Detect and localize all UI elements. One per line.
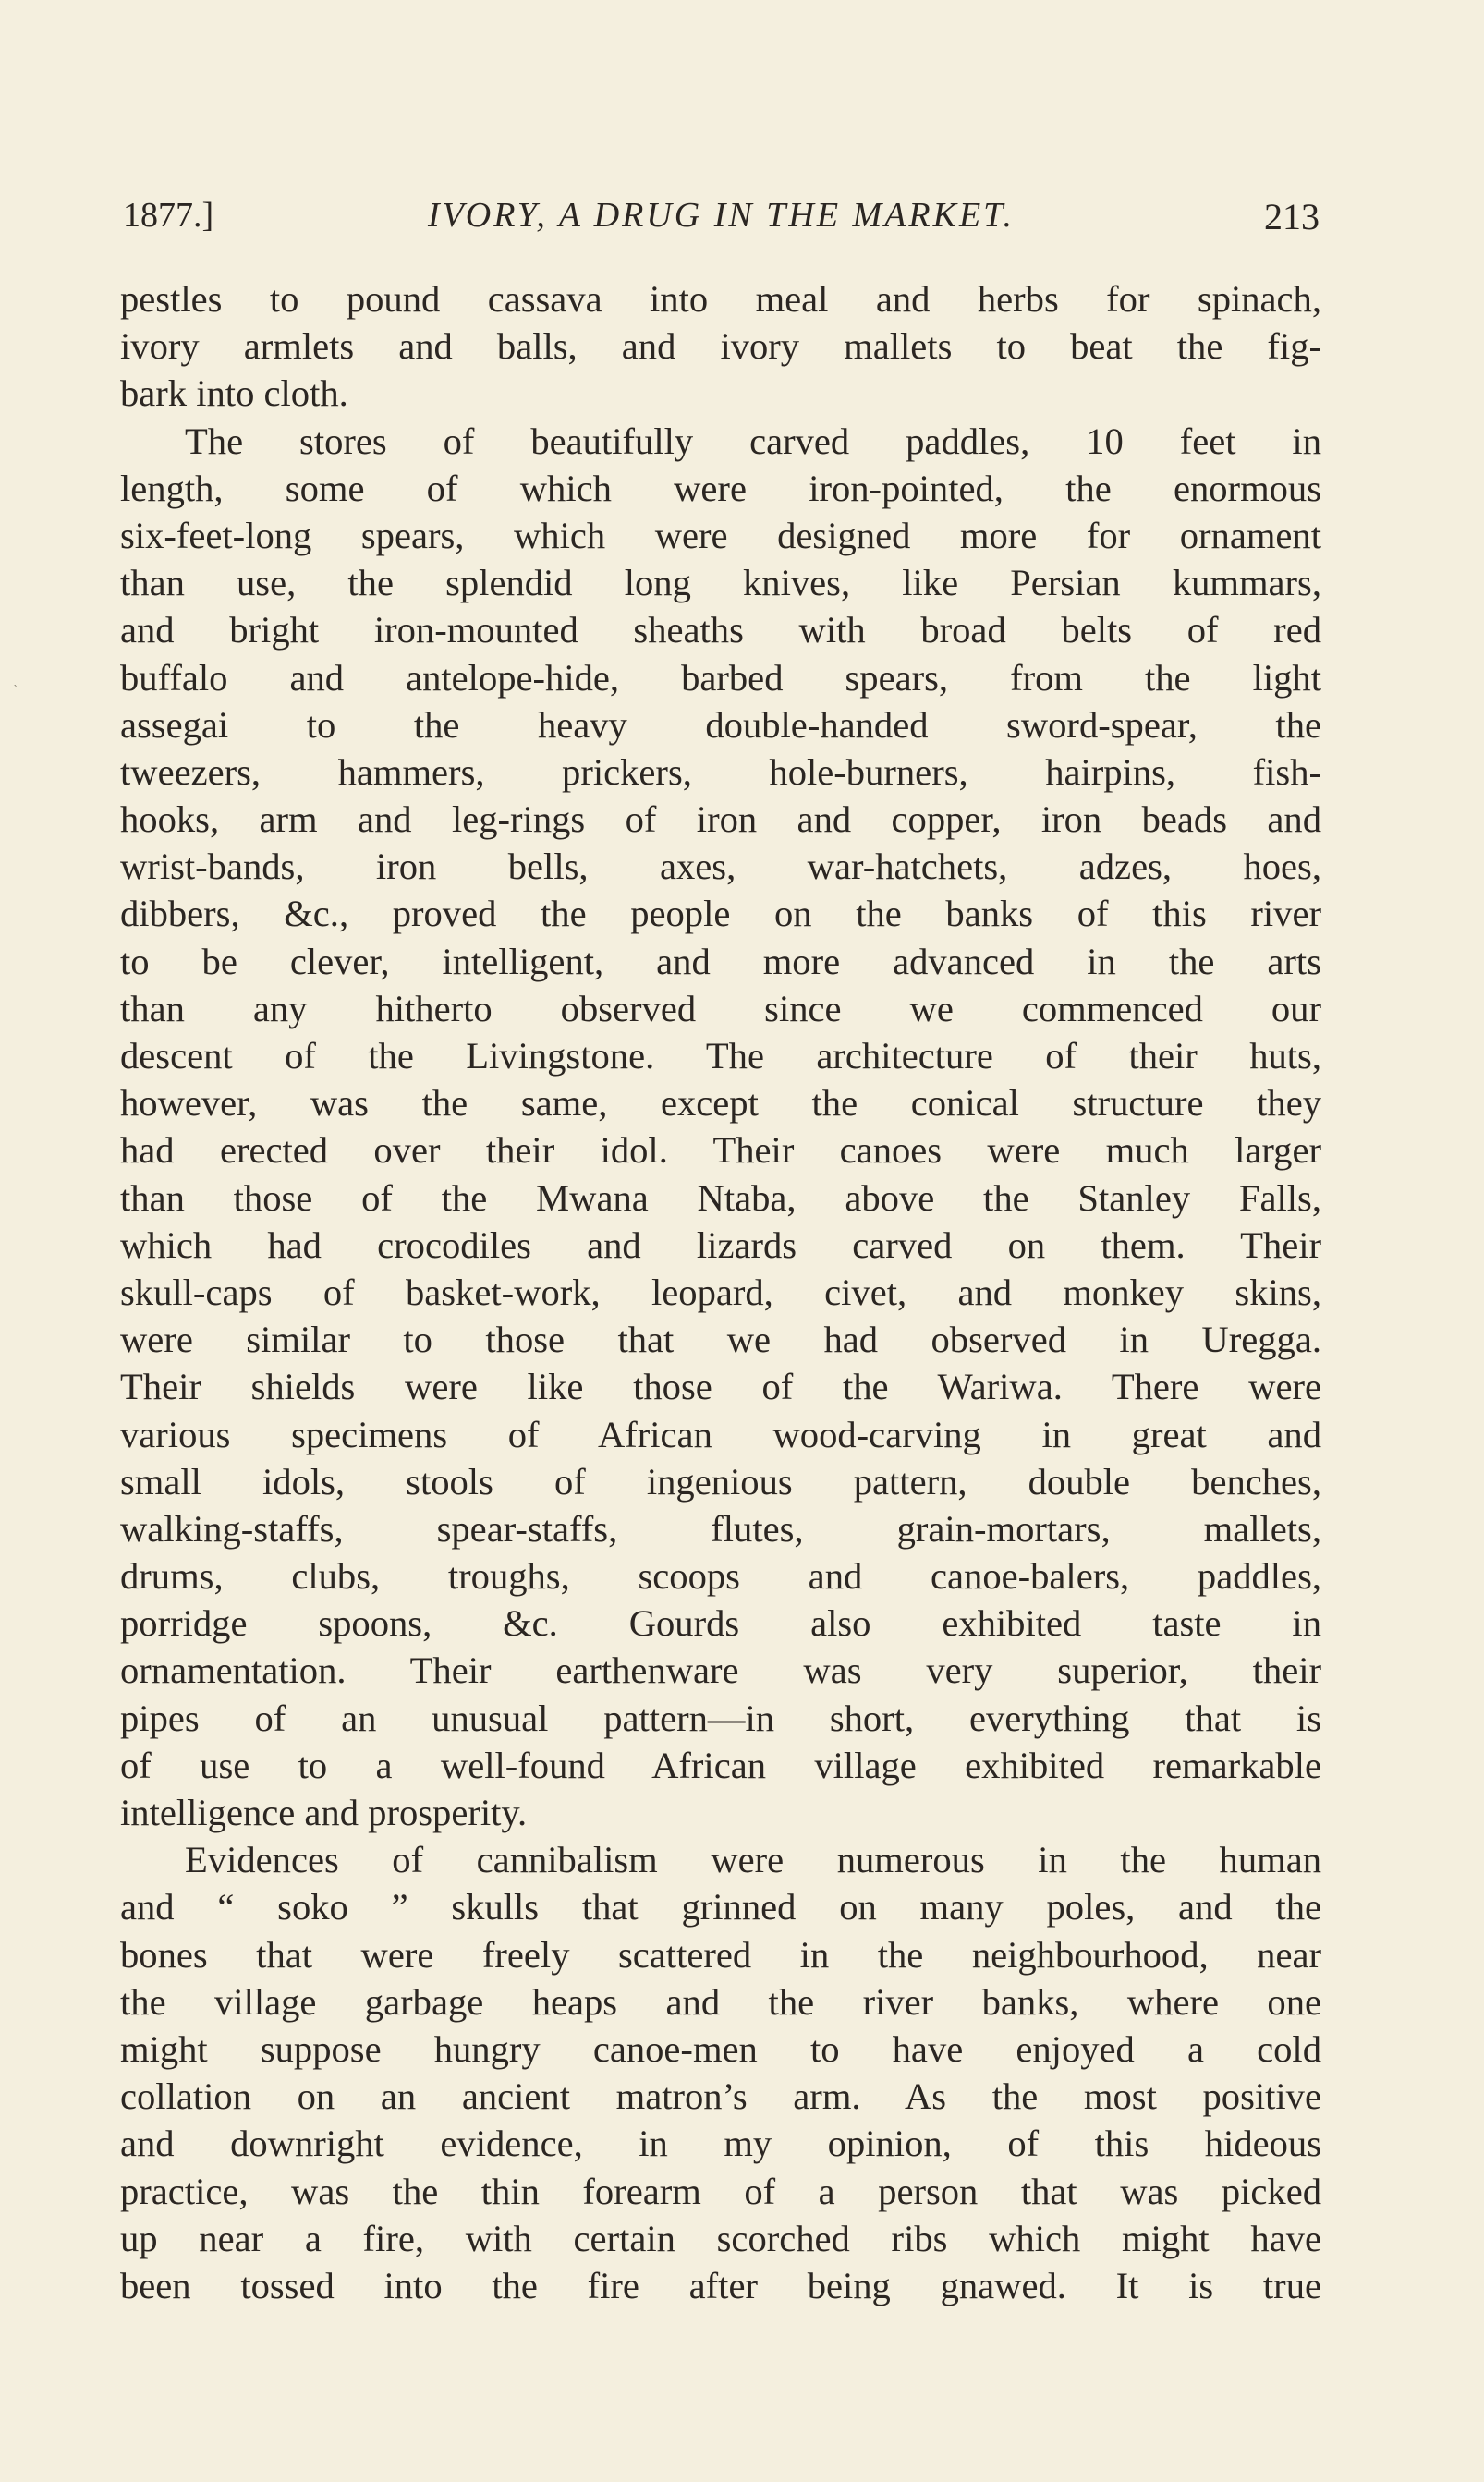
text-line: than use, the splendid long knives, like Persian kummars, [120,562,1321,604]
text-line: walking-staffs, spear-staffs, flutes, grain-mortars, mallets, [120,1507,1321,1550]
header-title: IVORY, A DRUG IN THE MARKET. [428,196,1015,235]
text-line: to be clever, intelligent, and more advanced in the arts [120,940,1321,982]
text-line: and downright evidence, in my opinion, of this hideous [120,2123,1321,2165]
text-line: pipes of an unusual pattern—in short, everything that is [120,1697,1321,1739]
text-line: drums, clubs, troughs, scoops and canoe-balers, paddles, [120,1555,1321,1598]
text-line: various specimens of African wood-carving in great and [120,1413,1321,1455]
text-line: six-feet-long spears, which were designed more for ornament [120,514,1321,556]
text-line: collation on an ancient matron’s arm. As the most positive [120,2075,1321,2118]
text-line: were similar to those that we had observed in Uregga. [120,1319,1321,1361]
text-line: Their shields were like those of the Wariwa. There were [120,1366,1321,1408]
text-line: which had crocodiles and lizards carved on them. Their [120,1223,1321,1266]
margin-mark: ` [13,684,19,699]
text-line: The stores of beautifully carved paddles, 10 feet in [185,420,1321,462]
text-line: length, some of which were iron-pointed, the enormous [120,467,1321,509]
text-line: ornamentation. Their earthenware was very superior, their [120,1649,1321,1692]
text-line: bones that were freely scattered in the neighbourhood, near [120,1933,1321,1976]
body-text [120,275,1321,2309]
header-year: 1877.] [123,196,214,235]
text-line: however, was the same, except the conical structure they [120,1082,1321,1125]
text-line: hooks, arm and leg-rings of iron and copper, iron beads and [120,798,1321,841]
paragraph [120,418,1321,1837]
text-line: Evidences of cannibalism were numerous in the human [185,1839,1321,1881]
text-line: buffalo and antelope-hide, barbed spears, from the light [120,656,1321,699]
text-line: might suppose hungry canoe-men to have enjoyed a cold [120,2027,1321,2070]
text-line: and bright iron-mounted sheaths with broad belts of red [120,609,1321,651]
paragraph [120,1836,1321,2309]
text-line: the village garbage heaps and the river banks, where one [120,1980,1321,2023]
text-line: dibbers, &c., proved the people on the banks of this river [120,893,1321,935]
running-head [123,195,1320,250]
paragraph [120,275,1321,418]
text-line: had erected over their idol. Their canoes were much larger [120,1129,1321,1172]
text-line: skull-caps of basket-work, leopard, civet, and monkey skins, [120,1271,1321,1313]
text-line: assegai to the heavy double-handed sword-spear, the [120,703,1321,746]
text-line: small idols, stools of ingenious pattern, double benches, [120,1460,1321,1503]
text-line: been tossed into the fire after being gnawed. It is true [120,2264,1321,2306]
text-line: of use to a well-found African village exhibited remarkable [120,1744,1321,1786]
text-line: and “ soko ” skulls that grinned on many poles, and the [120,1886,1321,1928]
text-line: practice, was the thin forearm of a person that was picked [120,2170,1321,2212]
text-line: porridge spoons, &c. Gourds also exhibited taste in [120,1602,1321,1645]
page-number: 213 [1264,196,1320,237]
text-line: ivory armlets and balls, and ivory mallets to beat the fig- [120,325,1321,368]
text-line: tweezers, hammers, prickers, hole-burners, hairpins, fish- [120,750,1321,793]
text-line: up near a fire, with certain scorched ribs which might have [120,2217,1321,2259]
text-line: than any hitherto observed since we commenced our [120,987,1321,1029]
text-line: descent of the Livingstone. The architecture of their huts, [120,1035,1321,1077]
text-line: pestles to pound cassava into meal and herbs for spinach, [120,278,1321,320]
text-line: bark into cloth. [120,372,348,415]
text-line: intelligence and prosperity. [120,1792,528,1833]
text-line: than those of the Mwana Ntaba, above the Stanley Falls, [120,1176,1321,1219]
text-line: wrist-bands, iron bells, axes, war-hatchets, adzes, hoes, [120,846,1321,888]
